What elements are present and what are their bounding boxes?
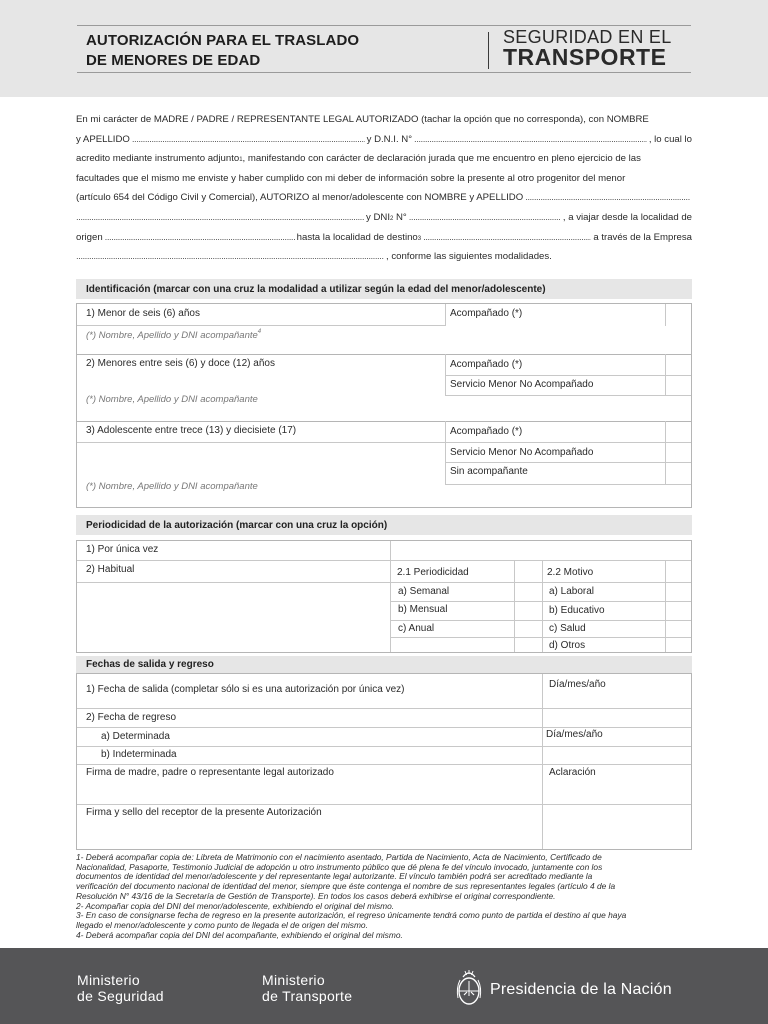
fecha-regreso-label: 2) Fecha de regreso [86, 712, 177, 723]
grid-line [77, 764, 691, 765]
g1-acompanado-checkbox[interactable] [666, 305, 691, 325]
g3-no-acompanado-label: Servicio Menor No Acompañado [450, 447, 594, 458]
intro-text-8: , conforme las siguientes modalidades. [386, 251, 552, 263]
grid-line [77, 442, 445, 443]
g3-no-acompanado-checkbox[interactable] [666, 443, 691, 462]
determinada-label: a) Determinada [101, 731, 170, 742]
declaration-line-6 [76, 208, 692, 228]
declaration-line-3 [76, 149, 692, 169]
intro-text-1: En mi carácter de MADRE / PADRE / REPRESENTANTE LEGAL AUTORIZADO (tachar la opción que no corresponda), con NOMBRE [76, 114, 649, 125]
age-group-2-label: 2) Menores entre seis (6) y doce (12) años [86, 358, 275, 369]
receptor-aclaracion-field[interactable] [543, 805, 691, 849]
intro-label-destino: hasta la localidad de destino [296, 231, 418, 243]
national-coat-of-arms-icon [455, 968, 483, 1008]
header-top-rule [77, 25, 691, 26]
mensual-checkbox[interactable] [515, 602, 542, 620]
grid-line [445, 462, 691, 463]
intro-label-origen: origen [76, 231, 103, 243]
header-bottom-rule [77, 72, 691, 73]
ministerio-seguridad-line-1: Ministerio [77, 972, 140, 988]
declaration-line-8 [76, 247, 692, 267]
semanal-label: a) Semanal [398, 586, 450, 597]
grid-line [77, 354, 691, 355]
title-line-1: AUTORIZACIÓN PARA EL TRASLADO [86, 32, 360, 49]
fecha-salida-label: 1) Fecha de salida (completar sólo si es una autorización por única vez) [86, 684, 405, 695]
footnotes [76, 853, 696, 940]
indeterminada-field[interactable] [543, 747, 691, 764]
g1-acompanado-label: Acompañado (*) [450, 308, 523, 319]
laboral-label: a) Laboral [549, 586, 595, 597]
periodicidad-column-header: 2.1 Periodicidad [397, 567, 469, 578]
grid-line [390, 637, 691, 638]
parent-name-field[interactable] [132, 130, 365, 150]
origin-field[interactable] [105, 228, 295, 248]
grid-line [77, 582, 390, 583]
footnote-1-line-4: verificación del documento nacional de identidad del menor, siempre que éste contenga el nombre de sus representantes legales (artículo 4 de la [76, 881, 616, 892]
intro-text-5: (artículo 654 del Código Civil y Comercial), AUTORIZO al menor/adolescente con NOMBRE y APELLIDO [76, 192, 524, 204]
intro-text-4: facultades que el mismo me enviste y haber cumplido con mi deber de información sobre la presente al otro progenitor del menor [76, 172, 626, 184]
fecha-regreso-field[interactable]: Día/mes/año [546, 729, 603, 740]
destination-field[interactable] [423, 228, 591, 248]
header-separator [488, 32, 489, 69]
grid-line [77, 560, 691, 561]
grid-line [445, 375, 691, 376]
parent-dni-field[interactable] [414, 130, 647, 150]
minor-dni-field[interactable] [409, 208, 561, 228]
footnote-3-line-1: 3- En caso de consignarse fecha de regreso en la presente autorización, el regreso únicamente tendrá como punto de partida el destino al que haya [76, 910, 627, 921]
g2-no-acompanado-label: Servicio Menor No Acompañado [450, 379, 594, 390]
intro-label-numero: N° [396, 211, 407, 223]
intro-label-dni-minor: y DNI [366, 211, 390, 223]
identificacion-heading: Identificación (marcar con una cruz la modalidad a utilizar según la edad del menor/adolescente) [76, 279, 692, 299]
educativo-checkbox[interactable] [666, 602, 691, 620]
grid-line [77, 708, 691, 709]
g2-acompanado-checkbox[interactable] [666, 355, 691, 375]
grid-line [445, 484, 691, 485]
g3-sin-acompanante-checkbox[interactable] [666, 463, 691, 484]
age-group-3-label: 3) Adolescente entre trece (13) y diecisiete (17) [86, 425, 297, 436]
g3-companion-note[interactable]: (*) Nombre, Apellido y DNI acompañante [86, 481, 258, 492]
periodicidad-heading: Periodicidad de la autorización (marcar con una cruz la opción) [76, 515, 692, 535]
footnote-ref-4: 4 [257, 329, 262, 335]
declaration-line-5 [76, 188, 692, 208]
grid-line [445, 395, 691, 396]
ministerio-seguridad-line-2: de Seguridad [77, 988, 164, 1004]
indeterminada-label: b) Indeterminada [101, 749, 177, 760]
age-group-1-label: 1) Menor de seis (6) años [86, 308, 200, 319]
identificacion-table [76, 303, 692, 508]
intro-text-3b: , manifestando con carácter de declaración jurada que me encuentro en pleno ejercicio de las [242, 153, 641, 165]
educativo-label: b) Educativo [549, 605, 605, 616]
grid-line [77, 727, 691, 728]
firma-representante-field[interactable]: Firma de madre, padre o representante legal autorizado [86, 767, 334, 778]
footnote-1-line-1: 1- Deberá acompañar copia de: Libreta de Matrimonio con el nacimiento asentado, Partida de Nacimiento, Acta de Nacimiento, Certificado de [76, 852, 602, 862]
intro-label-dni: y D.N.I. N° [366, 133, 413, 145]
footnote-1-line-2: Nacionalidad, Pasaporte, Testimonio Judicial de adopción u otro instrumento público que dé plena fe del vínculo invocado, juntamente con los [76, 861, 603, 872]
declaration-paragraph [76, 110, 692, 267]
footnote-4: 4- Deberá acompañar copia del DNI del acompañante, exhibiendo el original del mismo. [76, 929, 403, 940]
grid-line [542, 560, 543, 652]
footer-band [0, 948, 768, 1024]
document-title [86, 31, 359, 71]
habitual-label: 2) Habitual [86, 564, 135, 575]
footnote-ref-2: 2 [389, 215, 394, 222]
g2-acompanado-label: Acompañado (*) [450, 359, 523, 370]
periodicidad-table [76, 540, 692, 653]
title-line-2: DE MENORES DE EDAD [86, 52, 261, 69]
grid-line [445, 421, 446, 485]
intro-text-viajar: , a viajar desde la localidad de [562, 211, 692, 223]
declaration-line-1 [76, 110, 692, 130]
grid-line [77, 325, 445, 326]
grid-line [445, 304, 446, 326]
salud-checkbox[interactable] [666, 621, 691, 637]
grid-line [445, 354, 446, 396]
declaration-line-7 [76, 228, 692, 248]
aclaracion-field[interactable]: Aclaración [549, 767, 596, 778]
g1-companion-note-text: (*) Nombre, Apellido y DNI acompañante [86, 330, 258, 341]
presidencia-label: Presidencia de la Nación [490, 981, 672, 998]
anual-label: c) Anual [398, 623, 435, 634]
g2-no-acompanado-checkbox[interactable] [666, 376, 691, 395]
fechas-heading: Fechas de salida y regreso [76, 656, 692, 673]
declaration-line-2 [76, 130, 692, 150]
semanal-checkbox[interactable] [515, 583, 542, 601]
g2-companion-note[interactable]: (*) Nombre, Apellido y DNI acompañante [86, 394, 258, 405]
g1-companion-note[interactable] [86, 329, 261, 341]
footnote-3-line-2: llegado el menor/adolescente y como punto de llegada el de origen del mismo. [76, 919, 368, 930]
grid-line [445, 442, 691, 443]
footnote-1-line-5: Resolución N° 43/16 de la Secretaría de Gestión de Transporte). En todos los casos deberá exhibirse el original correspondiente. [76, 890, 556, 901]
laboral-checkbox[interactable] [666, 583, 691, 601]
g3-sin-acompanante-label: Sin acompañante [450, 466, 528, 477]
fechas-table [76, 673, 692, 850]
mensual-label: b) Mensual [398, 604, 448, 615]
footnote-ref-3: 3 [417, 235, 422, 242]
ministerio-transporte [262, 972, 352, 1004]
footnote-2: 2- Acompañar copia del DNI del menor/adolescente, exhibiendo el original del mismo. [76, 900, 395, 911]
declaration-line-4 [76, 169, 692, 189]
ministerio-seguridad [77, 972, 164, 1004]
otros-checkbox[interactable] [666, 638, 691, 652]
brand-line-2: TRANSPORTE [503, 44, 667, 70]
salud-label: c) Salud [549, 623, 586, 634]
ministerio-transporte-line-1: Ministerio [262, 972, 325, 988]
company-field[interactable] [76, 247, 384, 267]
anual-checkbox[interactable] [515, 621, 542, 637]
unica-vez-label: 1) Por única vez [86, 544, 159, 555]
intro-label-apellido: y APELLIDO [76, 133, 130, 145]
fecha-salida-field[interactable]: Día/mes/año [549, 679, 606, 690]
g3-acompanado-label: Acompañado (*) [450, 426, 523, 437]
grid-line [77, 421, 691, 422]
intro-label-empresa: a través de la Empresa [593, 231, 692, 243]
ministerio-transporte-line-2: de Transporte [262, 988, 353, 1004]
footnote-ref-1: 1 [239, 157, 243, 164]
otros-label: d) Otros [549, 640, 586, 651]
minor-name-field-b[interactable] [76, 208, 364, 228]
footnote-1-line-3: documentos de identidad del menor/adolescente y del representante legal autorizante. El vínculo también podrá ser acreditado mediante la [76, 871, 593, 882]
firma-receptor-field[interactable]: Firma y sello del receptor de la presente Autorización [86, 807, 322, 818]
intro-text-3a: acredito mediante instrumento adjunto [76, 153, 240, 165]
minor-name-field-a[interactable] [525, 188, 690, 208]
g3-acompanado-checkbox[interactable] [666, 422, 691, 442]
intro-text-lo-cual: , lo cual lo [648, 133, 692, 145]
motivo-column-header: 2.2 Motivo [547, 567, 594, 578]
unica-vez-checkbox[interactable] [391, 542, 691, 560]
brand-line-1: SEGURIDAD EN EL [503, 27, 672, 47]
header-band [0, 0, 768, 97]
